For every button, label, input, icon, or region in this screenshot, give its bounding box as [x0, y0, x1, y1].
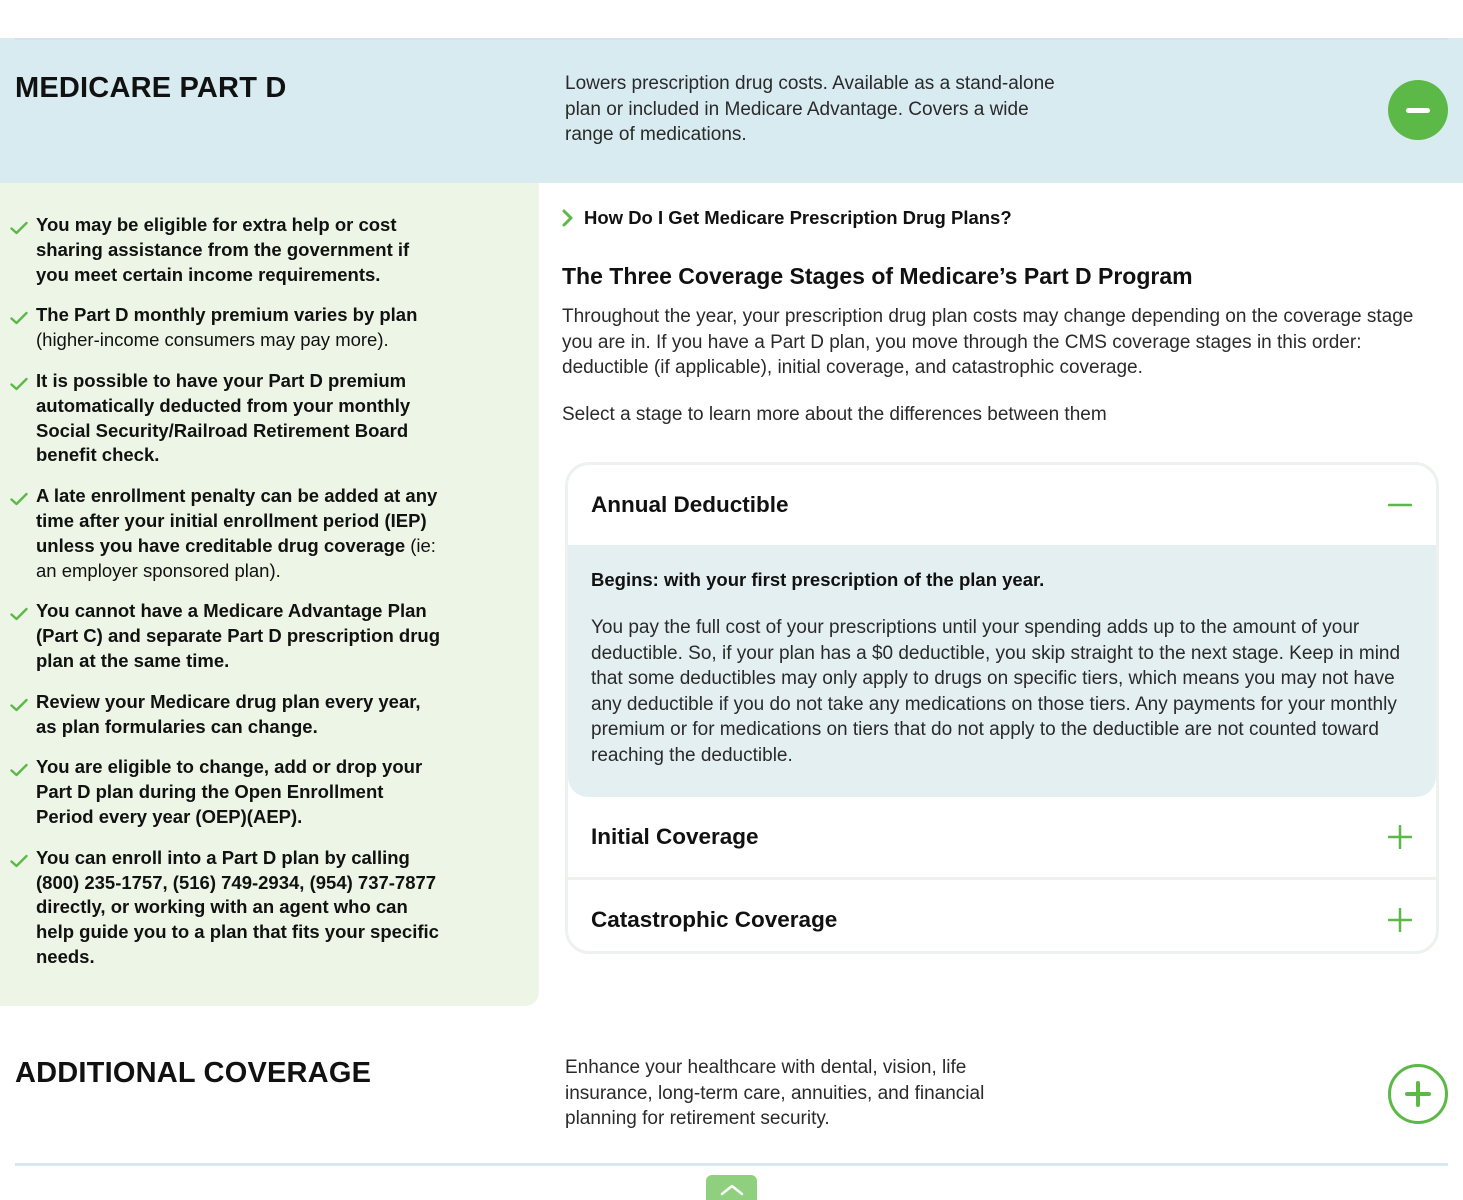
section-title-additional: ADDITIONAL COVERAGE — [15, 1057, 372, 1089]
fact-normal-text: (ie: an employer sponsored plan). — [36, 534, 436, 581]
minus-circle-icon — [1406, 108, 1430, 113]
checkmark-icon — [10, 369, 28, 468]
section-description-additional: Enhance your healthcare with dental, vision, life insurance, long-term care, annuities, and financial planning for retirement security. — [565, 1057, 985, 1129]
stage-header-annual-deductible[interactable] — [568, 465, 1436, 545]
fact-text — [36, 484, 440, 583]
fact-text — [36, 599, 440, 673]
section-title-part-d: MEDICARE PART D — [15, 72, 287, 104]
part-d-facts-panel — [0, 183, 539, 1006]
fact-bold-text: The Part D monthly premium varies by plan — [36, 304, 418, 326]
fact-bullet — [10, 213, 440, 287]
scroll-to-top-button[interactable] — [706, 1175, 757, 1200]
fact-bullet — [10, 690, 440, 740]
fact-text — [36, 303, 440, 353]
fact-bullet — [10, 369, 440, 468]
plus-icon[interactable] — [1388, 908, 1412, 932]
checkmark-icon — [10, 599, 28, 673]
stage-title: Initial Coverage — [591, 824, 759, 849]
section-bottom-divider — [15, 1163, 1448, 1166]
fact-bold-text: You cannot have a Medicare Advantage Plan (Part C) and separate Part D prescription drug plan at the same time. — [36, 600, 441, 671]
fact-bullet — [10, 484, 440, 583]
fact-bold-text: You can enroll into a Part D plan by calling (800) 235-1757, (516) 749-2934, (954) 737-7877 directly, or working with an agent who can help guide you to a plan that fits your specific needs. — [36, 846, 439, 967]
fact-text — [36, 755, 440, 829]
plus-icon[interactable] — [1388, 825, 1412, 849]
additional-coverage-header[interactable] — [0, 1022, 1463, 1167]
stages-select-prompt: Select a stage to learn more about the differences between them — [562, 404, 1107, 425]
fact-bold-text: A late enrollment penalty can be added at any time after your initial enrollment period (IEP) unless you have creditable drug coverage — [36, 485, 438, 556]
fact-bullet — [10, 599, 440, 673]
stage-header-catastrophic-coverage[interactable] — [568, 880, 1436, 954]
checkmark-icon — [10, 484, 28, 583]
faq-link-get-drug-plans[interactable] — [562, 207, 1012, 229]
fact-bold-text: Review your Medicare drug plan every year, as plan formularies can change. — [36, 690, 421, 737]
fact-bold-text: You may be eligible for extra help or cost sharing assistance from the government if you meet certain income requirements. — [36, 214, 410, 285]
stage-body-text: You pay the full cost of your prescriptions until your spending adds up to the amount of your deductible. So, if your plan has a $0 deductible, you skip straight to the next stage. Keep in mind that some deductibles may only apply to drugs on specific tiers, which means you may not have any deductible if you do not take any medications on those tiers. Any payments for your monthly premium or for medications on tiers that do not apply to the deductible are not counted toward reaching the deductible. — [591, 617, 1401, 766]
collapse-part-d-button[interactable] — [1388, 80, 1448, 140]
stage-header-initial-coverage[interactable] — [568, 797, 1436, 877]
stage-title: Catastrophic Coverage — [591, 907, 838, 932]
fact-bullet — [10, 303, 440, 353]
stage-title: Annual Deductible — [591, 492, 789, 517]
fact-text — [36, 846, 440, 970]
fact-normal-text: (higher-income consumers may pay more). — [36, 329, 389, 351]
fact-bold-text: It is possible to have your Part D premium automatically deducted from your monthly Social Security/Railroad Retirement Board benefit check. — [36, 369, 411, 466]
medicare-part-d-header[interactable] — [0, 38, 1463, 183]
checkmark-icon — [10, 755, 28, 829]
stage-begins-text: Begins: with your first prescription of the plan year. — [591, 569, 1045, 590]
section-top-divider — [15, 38, 1448, 40]
stages-heading: The Three Coverage Stages of Medicare’s Part D Program — [562, 263, 1193, 289]
chevron-up-icon — [719, 1183, 745, 1197]
fact-text — [36, 690, 440, 740]
faq-link-label: How Do I Get Medicare Prescription Drug Plans? — [584, 207, 1012, 228]
expand-additional-coverage-button[interactable] — [1388, 1064, 1448, 1124]
minus-icon[interactable] — [1388, 493, 1412, 517]
fact-text — [36, 369, 440, 468]
part-d-facts-list — [10, 213, 440, 986]
checkmark-icon — [10, 846, 28, 970]
chevron-right-icon — [562, 209, 574, 227]
fact-bullet — [10, 846, 440, 970]
stage-panel-annual-deductible — [568, 545, 1436, 797]
checkmark-icon — [10, 303, 28, 353]
section-description-part-d: Lowers prescription drug costs. Available as a stand-alone plan or included in Medicare Advantage. Covers a wide range of medications. — [565, 73, 1055, 145]
coverage-stages-accordion — [565, 462, 1439, 954]
stages-intro: Throughout the year, your prescription drug plan costs may change depending on the coverage stage you are in. If you have a Part D plan, you move through the CMS coverage stages in this order: deductible (if applicable), initial coverage, and catastrophic coverage. — [562, 306, 1414, 378]
fact-bullet — [10, 755, 440, 829]
fact-text — [36, 213, 440, 287]
plus-circle-icon — [1405, 1081, 1431, 1107]
fact-bold-text: You are eligible to change, add or drop your Part D plan during the Open Enrollment Period every year (OEP)(AEP). — [36, 756, 423, 827]
checkmark-icon — [10, 690, 28, 740]
checkmark-icon — [10, 213, 28, 287]
